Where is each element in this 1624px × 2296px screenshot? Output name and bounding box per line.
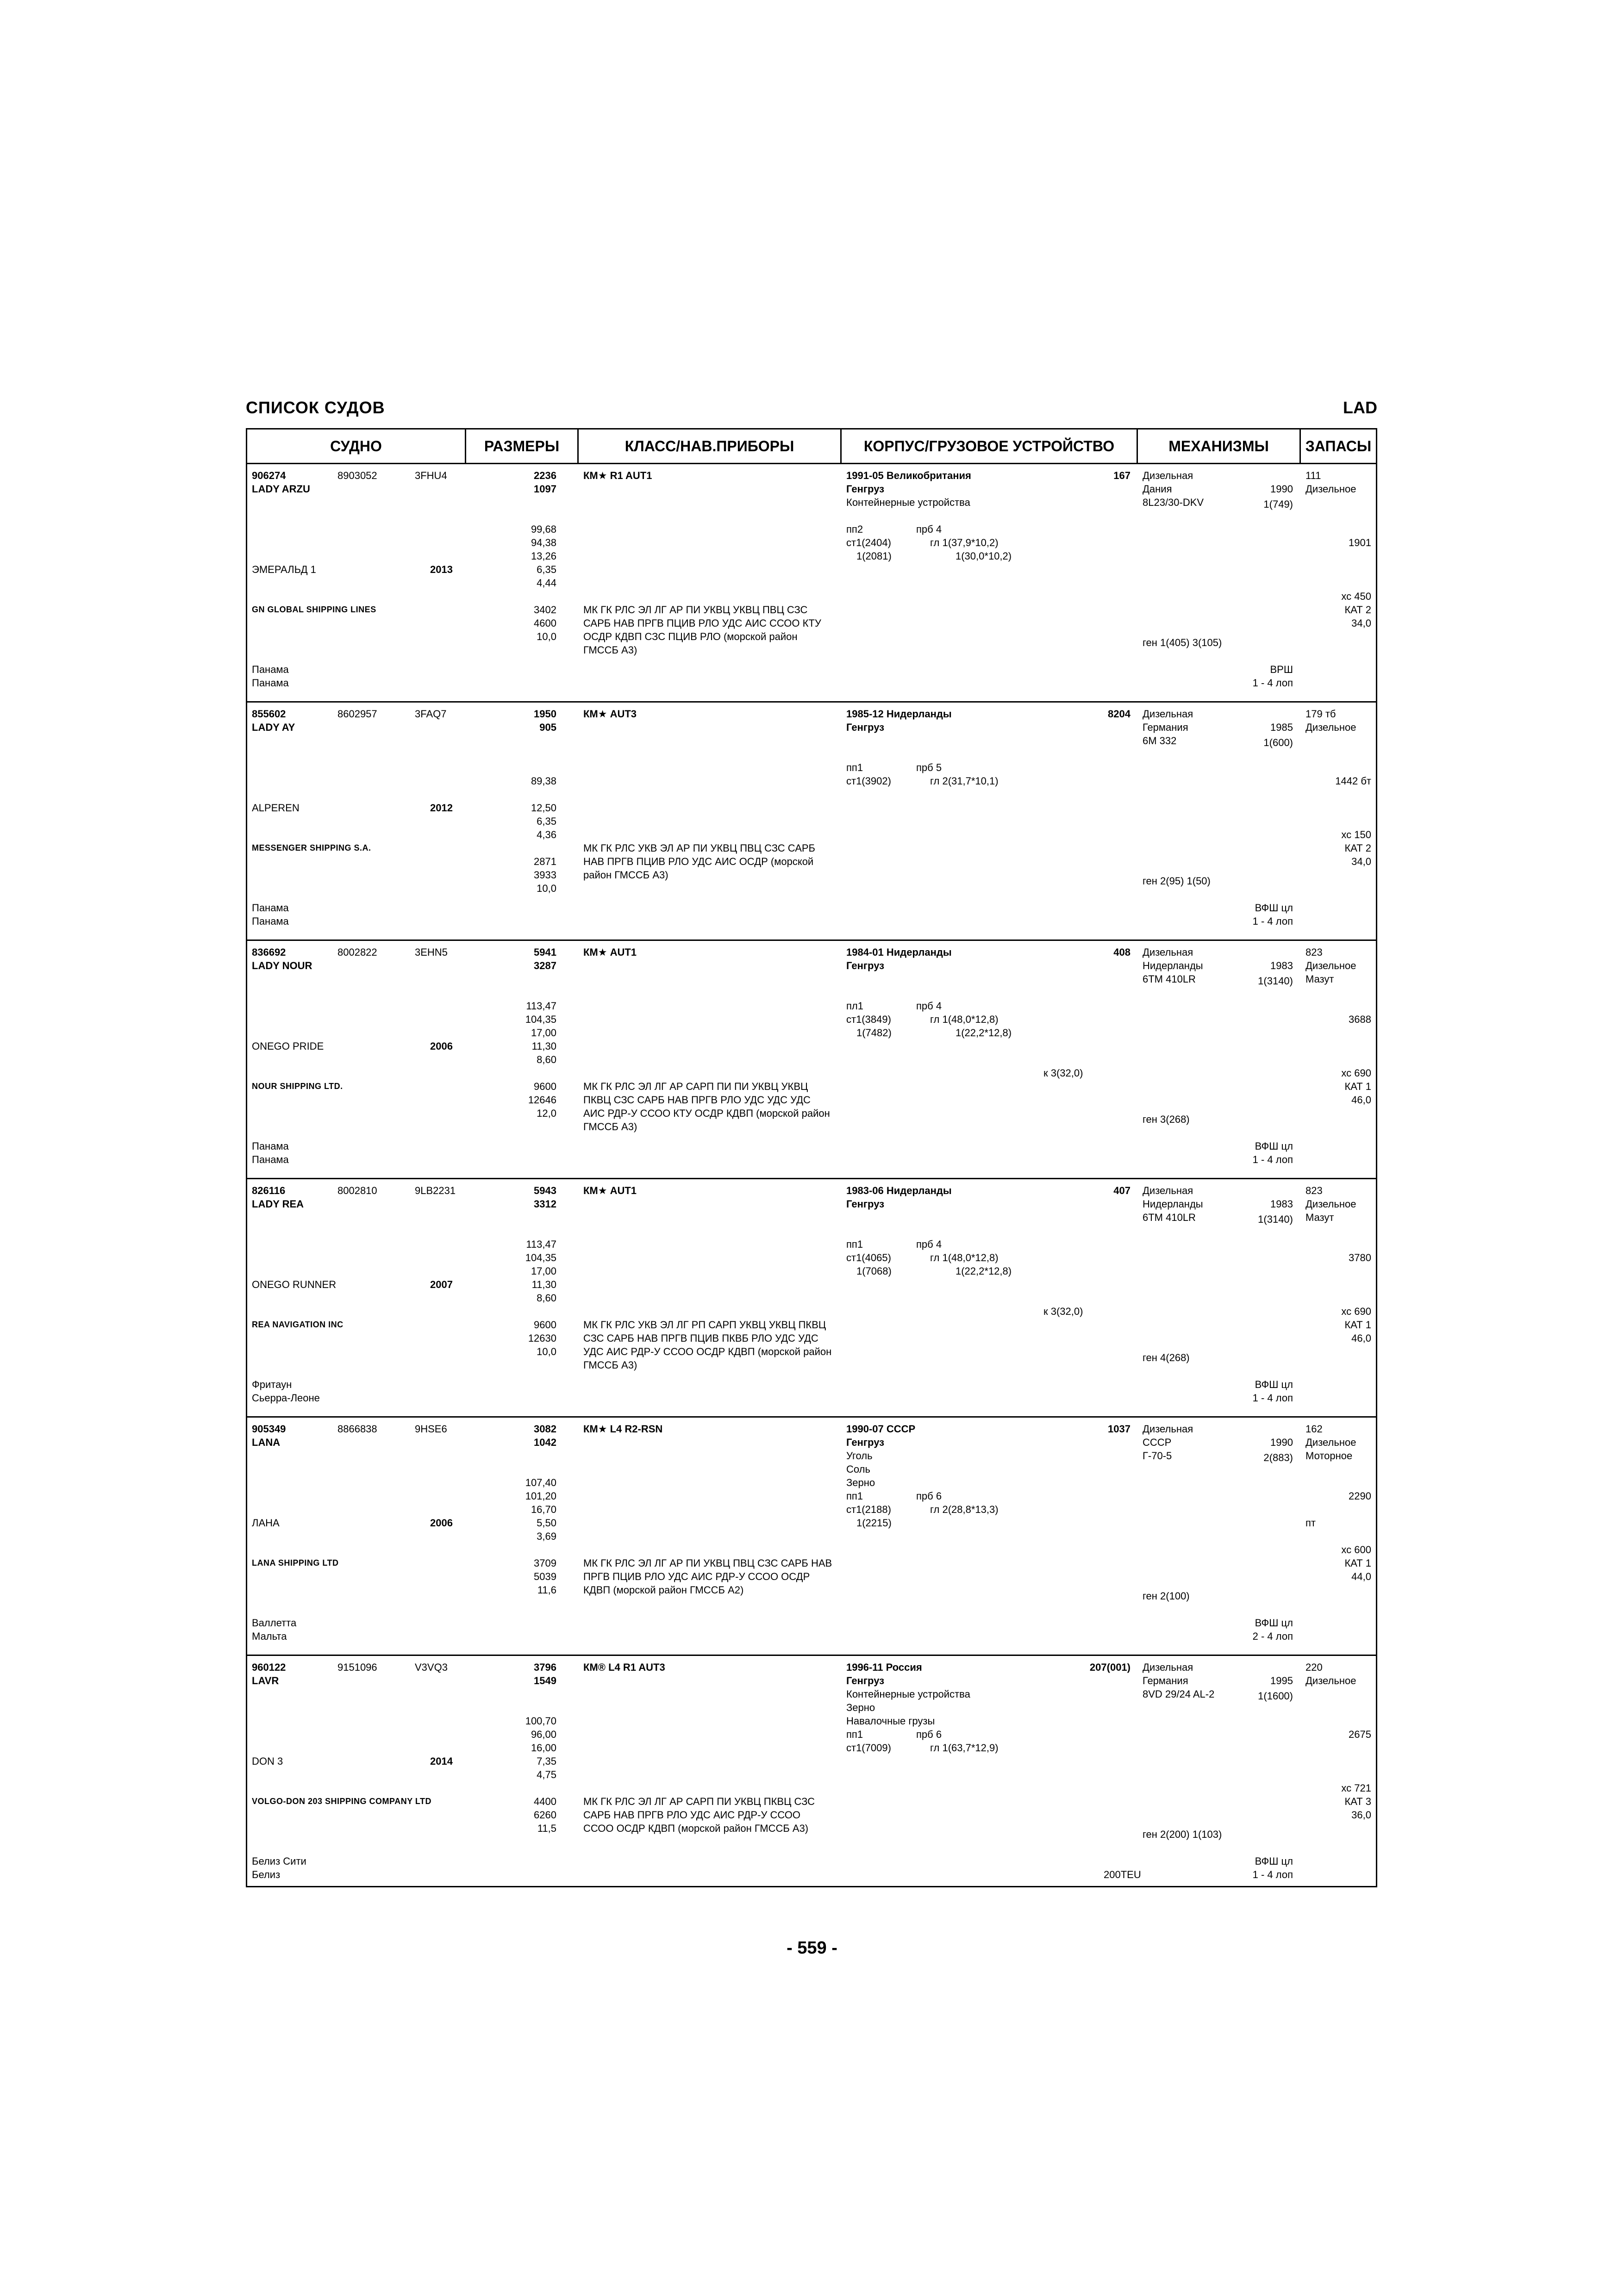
hull-type: Генгруз <box>846 1437 885 1448</box>
ship-flag: Сьерра-Леоне <box>252 1392 320 1404</box>
engine-type: Дизельная <box>1143 1185 1193 1196</box>
hold-info: прб 5 <box>916 762 942 773</box>
fuel-type-2: Мазут <box>1305 1212 1334 1223</box>
ship-entry <box>247 464 1376 703</box>
stock-xs: хс 721 <box>1341 1782 1371 1794</box>
ship-entry <box>247 1656 1376 1894</box>
hold-info: прб 4 <box>916 1238 942 1250</box>
deck-info: 1(7068) <box>856 1265 892 1277</box>
fuel-type: Дизельное <box>1305 483 1356 495</box>
hold-info: прб 6 <box>916 1490 942 1502</box>
ship-name: LANA <box>252 1437 281 1448</box>
col-hull: КОРПУС/ГРУЗОВОЕ УСТРОЙСТВО <box>863 438 1115 454</box>
col-mech: МЕХАНИЗМЫ <box>1168 438 1269 454</box>
ship-reg-number: 855602 <box>252 708 286 720</box>
stock-xs: хс 690 <box>1341 1067 1371 1079</box>
cargo-feature: Зерно <box>846 1702 875 1713</box>
hold-info: 1(22,2*12,8) <box>956 1265 1012 1277</box>
engine-power: 2(883) <box>1263 1452 1293 1463</box>
hold-info: гл 1(48,0*12,8) <box>930 1014 999 1025</box>
engine-power: 1(1600) <box>1258 1690 1293 1702</box>
dimension-value: 17,00 <box>531 1265 556 1277</box>
cargo-feature: Контейнерные устройства <box>846 497 970 508</box>
nav-equipment: МК ГК РЛС УКВ ЭЛ ЛГ РП САРП УКВЦ УКВЦ ПКВЦ СЗС САРБ НАВ ПРГВ ПЦИВ ПКВБ РЛО УДС УДС УДС АИС РДР-У ССОО ОСДР КДВП (морской район ГМССБ А3) <box>583 1319 832 1371</box>
nav-equipment: МК ГК РЛС ЭЛ ЛГ АР САРП ПИ УКВЦ ПКВЦ СЗС САРБ НАВ ПРГВ РЛО УДС АИС РДР-У ССОО ССОО ОСДР КДВП (морской район ГМССБ А3) <box>583 1796 815 1834</box>
generators: ген 4(268) <box>1143 1352 1190 1363</box>
stock-kat: КАТ 3 <box>1344 1796 1371 1807</box>
dimension-value: 3,69 <box>537 1531 556 1542</box>
dimension-value: 12,50 <box>531 802 556 814</box>
engine-type: Дизельная <box>1143 1423 1193 1435</box>
engine-power: 1(600) <box>1263 737 1293 748</box>
hull-number: 207(001) <box>1089 1661 1131 1673</box>
engine-year: 1990 <box>1270 483 1293 495</box>
engine-model: 6TM 410LR <box>1143 973 1196 985</box>
engine-year: 1983 <box>1270 960 1293 971</box>
gross-tonnage: 5941 <box>534 946 556 958</box>
ship-class: КМ★ AUT1 <box>583 946 637 958</box>
dimension-value: 100,70 <box>525 1715 556 1727</box>
crane-info: к 3(32,0) <box>1043 1306 1083 1317</box>
stock-kat: КАТ 1 <box>1344 1081 1371 1092</box>
ship-flag: Панама <box>252 1154 289 1165</box>
stock-capacity: 44,0 <box>1351 1571 1371 1582</box>
ship-owner: MESSENGER SHIPPING S.A. <box>252 843 371 852</box>
dimension-value: 104,35 <box>525 1252 556 1263</box>
ship-former-name: ONEGO PRIDE <box>252 1040 324 1052</box>
dimension-value: 8,60 <box>537 1292 556 1304</box>
stock-top: 220 <box>1305 1661 1323 1673</box>
ship-callsign: 9LB2231 <box>415 1185 456 1196</box>
engine-country: Германия <box>1143 1675 1188 1686</box>
propeller: ВФШ цл <box>1255 1379 1293 1390</box>
stock-value: 2675 <box>1349 1729 1371 1740</box>
page-header <box>246 398 1377 421</box>
net-tonnage: 905 <box>539 722 556 733</box>
fuel-type: Дизельное <box>1305 1437 1356 1448</box>
ship-entry <box>247 941 1376 1179</box>
stock-xs: хс 150 <box>1341 829 1371 840</box>
engine-year: 1990 <box>1270 1437 1293 1448</box>
engine-type: Дизельная <box>1143 470 1193 481</box>
deck-info: 1(7482) <box>856 1027 892 1039</box>
dimension-value: 3933 <box>534 869 556 881</box>
page-title: СПИСОК СУДОВ <box>246 398 385 417</box>
dimension-value: 13,26 <box>531 550 556 562</box>
ship-flag: Мальта <box>252 1630 287 1642</box>
stock-capacity: 46,0 <box>1351 1332 1371 1344</box>
deck-info: ст1(3849) <box>846 1014 891 1025</box>
dimension-value: 107,40 <box>525 1477 556 1488</box>
dimension-value: 16,00 <box>531 1742 556 1754</box>
ship-imo: 8002810 <box>337 1185 377 1196</box>
ship-reg-number: 960122 <box>252 1661 286 1673</box>
hull-type: Генгруз <box>846 722 885 733</box>
engine-type: Дизельная <box>1143 1661 1193 1673</box>
ship-owner: LANA SHIPPING LTD <box>252 1558 339 1568</box>
page-section-code: LAD <box>1343 398 1377 417</box>
dimension-value: 7,35 <box>537 1755 556 1767</box>
fuel-type: Дизельное <box>1305 960 1356 971</box>
engine-model: 6M 332 <box>1143 735 1177 747</box>
ship-former-name: ONEGO RUNNER <box>252 1279 337 1290</box>
ship-class: КМ★ L4 R2-RSN <box>583 1423 663 1435</box>
net-tonnage: 1042 <box>534 1437 556 1448</box>
engine-year: 1983 <box>1270 1198 1293 1210</box>
hold-info: прб 4 <box>916 1000 942 1012</box>
deck-info: 1(2081) <box>856 550 892 562</box>
deck-info: ст1(2404) <box>846 537 891 548</box>
dimension-value: 5,50 <box>537 1517 556 1529</box>
deck-info: ст1(3902) <box>846 775 891 787</box>
propeller: ВФШ цл <box>1255 1855 1293 1867</box>
hull-type: Генгруз <box>846 1198 885 1210</box>
hold-info: прб 6 <box>916 1729 942 1740</box>
dimension-value: 4,75 <box>537 1769 556 1780</box>
stock-xs: хс 690 <box>1341 1306 1371 1317</box>
dimension-value: 89,38 <box>531 775 556 787</box>
hull-number: 1037 <box>1108 1423 1131 1435</box>
cargo-feature: Уголь <box>846 1450 873 1462</box>
dimension-value: 8,60 <box>537 1054 556 1065</box>
ship-callsign: 3FHU4 <box>415 470 447 481</box>
hull-number: 8204 <box>1108 708 1131 720</box>
gross-tonnage: 3796 <box>534 1661 556 1673</box>
ship-imo: 8903052 <box>337 470 377 481</box>
ship-port: Фритаун <box>252 1379 292 1390</box>
stock-top: 823 <box>1305 946 1323 958</box>
hold-info: 1(30,0*10,2) <box>956 550 1012 562</box>
dimension-value: 11,6 <box>537 1584 556 1596</box>
ship-former-name: ALPEREN <box>252 802 300 814</box>
hold-info: гл 2(31,7*10,1) <box>930 775 999 787</box>
engine-country: Нидерланды <box>1143 1198 1203 1210</box>
ship-year: 2007 <box>430 1279 453 1290</box>
gross-tonnage: 1950 <box>534 708 556 720</box>
engine-country: Германия <box>1143 722 1188 733</box>
hold-info: гл 1(48,0*12,8) <box>930 1252 999 1263</box>
fuel-type: Дизельное <box>1305 1675 1356 1686</box>
ship-imo: 8866838 <box>337 1423 377 1435</box>
dimension-value: 2871 <box>534 856 556 867</box>
dimension-value: 10,0 <box>537 631 556 642</box>
deck-info: ст1(7009) <box>846 1742 891 1754</box>
propeller: ВФШ цл <box>1255 902 1293 914</box>
propeller-blades: 1 - 4 лоп <box>1252 915 1293 927</box>
dimension-value: 3709 <box>534 1557 556 1569</box>
net-tonnage: 3287 <box>534 960 556 971</box>
col-dims: РАЗМЕРЫ <box>484 438 560 454</box>
hold-info: гл 1(63,7*12,9) <box>930 1742 999 1754</box>
ship-class: КМ★ AUT1 <box>583 1185 637 1196</box>
hull-type: Генгруз <box>846 1675 885 1686</box>
propeller: ВРШ <box>1270 664 1293 675</box>
dimension-value: 4,36 <box>537 829 556 840</box>
ship-class: КМ★ R1 AUT1 <box>583 470 652 481</box>
dimension-value: 10,0 <box>537 1346 556 1357</box>
engine-type: Дизельная <box>1143 946 1193 958</box>
nav-equipment: МК ГК РЛС ЭЛ ЛГ АР ПИ УКВЦ ПВЦ СЗС САРБ НАВ ПРГВ ПЦИВ РЛО УДС АИС РДР-У ССОО ОСДР КДВП (морской район ГМССБ А2) <box>583 1557 832 1596</box>
ship-owner: NOUR SHIPPING LTD. <box>252 1082 343 1091</box>
ship-flag: Панама <box>252 677 289 689</box>
stock-top: 111 <box>1305 470 1321 481</box>
engine-year: 1995 <box>1270 1675 1293 1686</box>
hull-built: 1985-12 Нидерланды <box>846 708 952 720</box>
ship-port: Панама <box>252 664 289 675</box>
ship-port: Белиз Сити <box>252 1855 306 1867</box>
stock-top: 179 тб <box>1305 708 1336 720</box>
ship-name: LAVR <box>252 1675 279 1686</box>
page-number: - 559 - <box>787 1938 837 1958</box>
ship-callsign: 9HSE6 <box>415 1423 447 1435</box>
nav-equipment: МК ГК РЛС ЭЛ ЛГ АР САРП ПИ ПИ УКВЦ УКВЦ ПКВЦ СЗС САРБ НАВ ПРГВ РЛО УДС УДС УДС АИС РДР-У ССОО КТУ ОСДР КДВП (морской район ГМССБ А3) <box>583 1081 830 1132</box>
stock-value: 2290 <box>1349 1490 1371 1502</box>
ship-flag: Панама <box>252 915 289 927</box>
col-class: КЛАСС/НАВ.ПРИБОРЫ <box>625 438 794 454</box>
dimension-value: 12,0 <box>537 1108 556 1119</box>
hull-type: Генгруз <box>846 960 885 971</box>
gross-tonnage: 2236 <box>534 470 556 481</box>
net-tonnage: 1549 <box>534 1675 556 1686</box>
nav-equipment: МК ГК РЛС ЭЛ ЛГ АР ПИ УКВЦ УКВЦ ПВЦ СЗС САРБ НАВ ПРГВ ПЦИВ РЛО УДС АИС ССОО КТУ ОСДР КДВП СЗС ПЦИВ РЛО (морской район ГМССБ А3) <box>583 604 821 656</box>
dimension-value: 16,70 <box>531 1504 556 1515</box>
cargo-feature: Контейнерные устройства <box>846 1688 970 1700</box>
ship-name: LADY NOUR <box>252 960 312 971</box>
propeller-blades: 1 - 4 лоп <box>1252 1869 1293 1880</box>
dimension-value: 12630 <box>528 1332 556 1344</box>
generators: ген 3(268) <box>1143 1114 1190 1125</box>
propeller-blades: 1 - 4 лоп <box>1252 1154 1293 1165</box>
dimension-value: 11,30 <box>531 1279 556 1290</box>
ship-owner: REA NAVIGATION INC <box>252 1320 344 1329</box>
deck-info: пп1 <box>846 1729 863 1740</box>
fuel-type-2: Мазут <box>1305 973 1334 985</box>
ship-year: 2012 <box>430 802 453 814</box>
ship-name: LADY ARZU <box>252 483 310 495</box>
ship-year: 2006 <box>430 1040 453 1052</box>
hull-built: 1990-07 СССР <box>846 1423 916 1435</box>
ship-name: LADY AY <box>252 722 295 733</box>
deck-info: пп2 <box>846 523 863 535</box>
generators: ген 2(95) 1(50) <box>1143 875 1211 887</box>
ship-callsign: 3EHN5 <box>415 946 448 958</box>
hold-info: 1(22,2*12,8) <box>956 1027 1012 1039</box>
ship-reg-number: 905349 <box>252 1423 286 1435</box>
hull-built: 1984-01 Нидерланды <box>846 946 952 958</box>
propeller-blades: 2 - 4 лоп <box>1252 1630 1293 1642</box>
engine-power: 1(3140) <box>1258 975 1293 987</box>
stock-capacity: 34,0 <box>1351 617 1371 629</box>
hull-number: 408 <box>1113 946 1131 958</box>
ship-port: Валлетта <box>252 1617 297 1629</box>
dimension-value: 11,5 <box>537 1823 556 1834</box>
ship-port: Панама <box>252 902 289 914</box>
dimension-value: 113,47 <box>526 1000 556 1012</box>
propeller: ВФШ цл <box>1255 1617 1293 1629</box>
ship-imo: 8002822 <box>337 946 377 958</box>
stock-kat: КАТ 2 <box>1344 842 1371 854</box>
ship-reg-number: 826116 <box>252 1185 286 1196</box>
ship-owner: VOLGO-DON 203 SHIPPING COMPANY LTD <box>252 1797 432 1806</box>
stock-xs: хс 600 <box>1341 1544 1371 1556</box>
engine-type: Дизельная <box>1143 708 1193 720</box>
ship-year: 2014 <box>430 1755 453 1767</box>
ship-imo: 8602957 <box>337 708 377 720</box>
propeller: ВФШ цл <box>1255 1140 1293 1152</box>
engine-power: 1(749) <box>1263 498 1293 510</box>
generators: ген 1(405) 3(105) <box>1143 637 1222 648</box>
ship-former-name: DON 3 <box>252 1755 283 1767</box>
fuel-type-2: Моторное <box>1305 1450 1353 1462</box>
crane-info: к 3(32,0) <box>1043 1067 1083 1079</box>
stock-top: 162 <box>1305 1423 1323 1435</box>
hold-info: прб 4 <box>916 523 942 535</box>
generators: ген 2(100) <box>1143 1590 1190 1602</box>
deck-info: пп1 <box>846 1238 863 1250</box>
ship-callsign: V3VQ3 <box>415 1661 448 1673</box>
dimension-value: 12646 <box>528 1094 556 1106</box>
ship-reg-number: 906274 <box>252 470 286 481</box>
ship-entry <box>247 703 1376 941</box>
stock-capacity: 46,0 <box>1351 1094 1371 1106</box>
gross-tonnage: 3082 <box>534 1423 556 1435</box>
hull-type: Генгруз <box>846 483 885 495</box>
cargo-feature: Навалочные грузы <box>846 1715 935 1727</box>
stock-capacity: 34,0 <box>1351 856 1371 867</box>
cargo-feature: Зерно <box>846 1477 875 1488</box>
dimension-value: 10,0 <box>537 883 556 894</box>
dimension-value: 5039 <box>534 1571 556 1582</box>
engine-model: 6TM 410LR <box>1143 1212 1196 1223</box>
deck-info: пп1 <box>846 762 863 773</box>
dimension-value: 9600 <box>534 1319 556 1331</box>
engine-model: 8VD 29/24 AL-2 <box>1143 1688 1215 1700</box>
hull-built: 1991-05 Великобритания <box>846 470 971 481</box>
ship-owner: GN GLOBAL SHIPPING LINES <box>252 605 376 614</box>
dimension-value: 6,35 <box>537 815 556 827</box>
stock-capacity: 36,0 <box>1351 1809 1371 1821</box>
dimension-value: 94,38 <box>531 537 556 548</box>
ship-former-name: ЛАНА <box>252 1517 280 1529</box>
deck-info: 1(2215) <box>856 1517 892 1529</box>
table-header <box>247 429 1376 464</box>
engine-country: Дания <box>1143 483 1172 495</box>
dimension-value: 96,00 <box>531 1729 556 1740</box>
col-ship: СУДНО <box>330 438 382 454</box>
dimension-value: 4400 <box>534 1796 556 1807</box>
ship-imo: 9151096 <box>337 1661 377 1673</box>
stock-value: 1442 бт <box>1335 775 1371 787</box>
ship-entry <box>247 1418 1376 1656</box>
generators: ген 2(200) 1(103) <box>1143 1829 1222 1840</box>
hold-info: гл 1(37,9*10,2) <box>930 537 999 548</box>
ship-callsign: 3FAQ7 <box>415 708 447 720</box>
propeller-blades: 1 - 4 лоп <box>1252 677 1293 689</box>
hull-number: 167 <box>1113 470 1131 481</box>
nav-equipment: МК ГК РЛС УКВ ЭЛ АР ПИ УКВЦ ПВЦ СЗС САРБ НАВ ПРГВ ПЦИВ РЛО УДС АИС ОСДР (морской район ГМССБ А3) <box>583 842 815 881</box>
dimension-value: 4,44 <box>537 577 556 589</box>
stock-value: 3688 <box>1349 1014 1371 1025</box>
ship-flag: Белиз <box>252 1869 281 1880</box>
stock-value: 3780 <box>1349 1252 1371 1263</box>
deck-info: пп1 <box>846 1490 863 1502</box>
stock-value: 1901 <box>1349 537 1371 548</box>
fuel-type: Дизельное <box>1305 1198 1356 1210</box>
engine-year: 1985 <box>1270 722 1293 733</box>
deck-info: ст1(4065) <box>846 1252 891 1263</box>
propeller-blades: 1 - 4 лоп <box>1252 1392 1293 1404</box>
ship-year: 2006 <box>430 1517 453 1529</box>
deck-info: пл1 <box>846 1000 863 1012</box>
engine-power: 1(3140) <box>1258 1213 1293 1225</box>
hull-built: 1983-06 Нидерланды <box>846 1185 952 1196</box>
ship-port: Панама <box>252 1140 289 1152</box>
dimension-value: 11,30 <box>531 1040 556 1052</box>
col-stock: ЗАПАСЫ <box>1305 438 1372 454</box>
dimension-value: 6,35 <box>537 564 556 575</box>
dimension-value: 4600 <box>534 617 556 629</box>
dimension-value: 101,20 <box>525 1490 556 1502</box>
ship-name: LADY REA <box>252 1198 304 1210</box>
ship-entry <box>247 1179 1376 1418</box>
ship-class: КМ★ AUT3 <box>583 708 637 720</box>
engine-country: СССР <box>1143 1437 1172 1448</box>
dimension-value: 99,68 <box>531 523 556 535</box>
ship-former-name: ЭМЕРАЛЬД 1 <box>252 564 316 575</box>
net-tonnage: 3312 <box>534 1198 556 1210</box>
gross-tonnage: 5943 <box>534 1185 556 1196</box>
stock-kat: КАТ 1 <box>1344 1319 1371 1331</box>
stock-kat: КАТ 1 <box>1344 1557 1371 1569</box>
dimension-value: 6260 <box>534 1809 556 1821</box>
ship-reg-number: 836692 <box>252 946 286 958</box>
fuel-type: Дизельное <box>1305 722 1356 733</box>
stock-top: 823 <box>1305 1185 1323 1196</box>
deck-info: ст1(2188) <box>846 1504 891 1515</box>
dimension-value: 17,00 <box>531 1027 556 1039</box>
engine-country: Нидерланды <box>1143 960 1203 971</box>
dimension-value: 9600 <box>534 1081 556 1092</box>
ship-year: 2013 <box>430 564 453 575</box>
net-tonnage: 1097 <box>534 483 556 495</box>
stock-xs: хс 450 <box>1341 591 1371 602</box>
ships-table <box>246 428 1377 1887</box>
hull-built: 1996-11 Россия <box>846 1661 922 1673</box>
ship-class: КМ® L4 R1 AUT3 <box>583 1661 665 1673</box>
cargo-feature: Соль <box>846 1463 870 1475</box>
stock-sub: пт <box>1305 1517 1316 1529</box>
hull-number: 407 <box>1113 1185 1131 1196</box>
dimension-value: 104,35 <box>525 1014 556 1025</box>
engine-model: 8L23/30-DKV <box>1143 497 1204 508</box>
hold-info: гл 2(28,8*13,3) <box>930 1504 999 1515</box>
stock-kat: КАТ 2 <box>1344 604 1371 616</box>
engine-model: Г-70-5 <box>1143 1450 1172 1462</box>
dimension-value: 3402 <box>534 604 556 616</box>
dimension-value: 113,47 <box>526 1238 556 1250</box>
teu-capacity: 200TEU <box>1104 1869 1141 1880</box>
